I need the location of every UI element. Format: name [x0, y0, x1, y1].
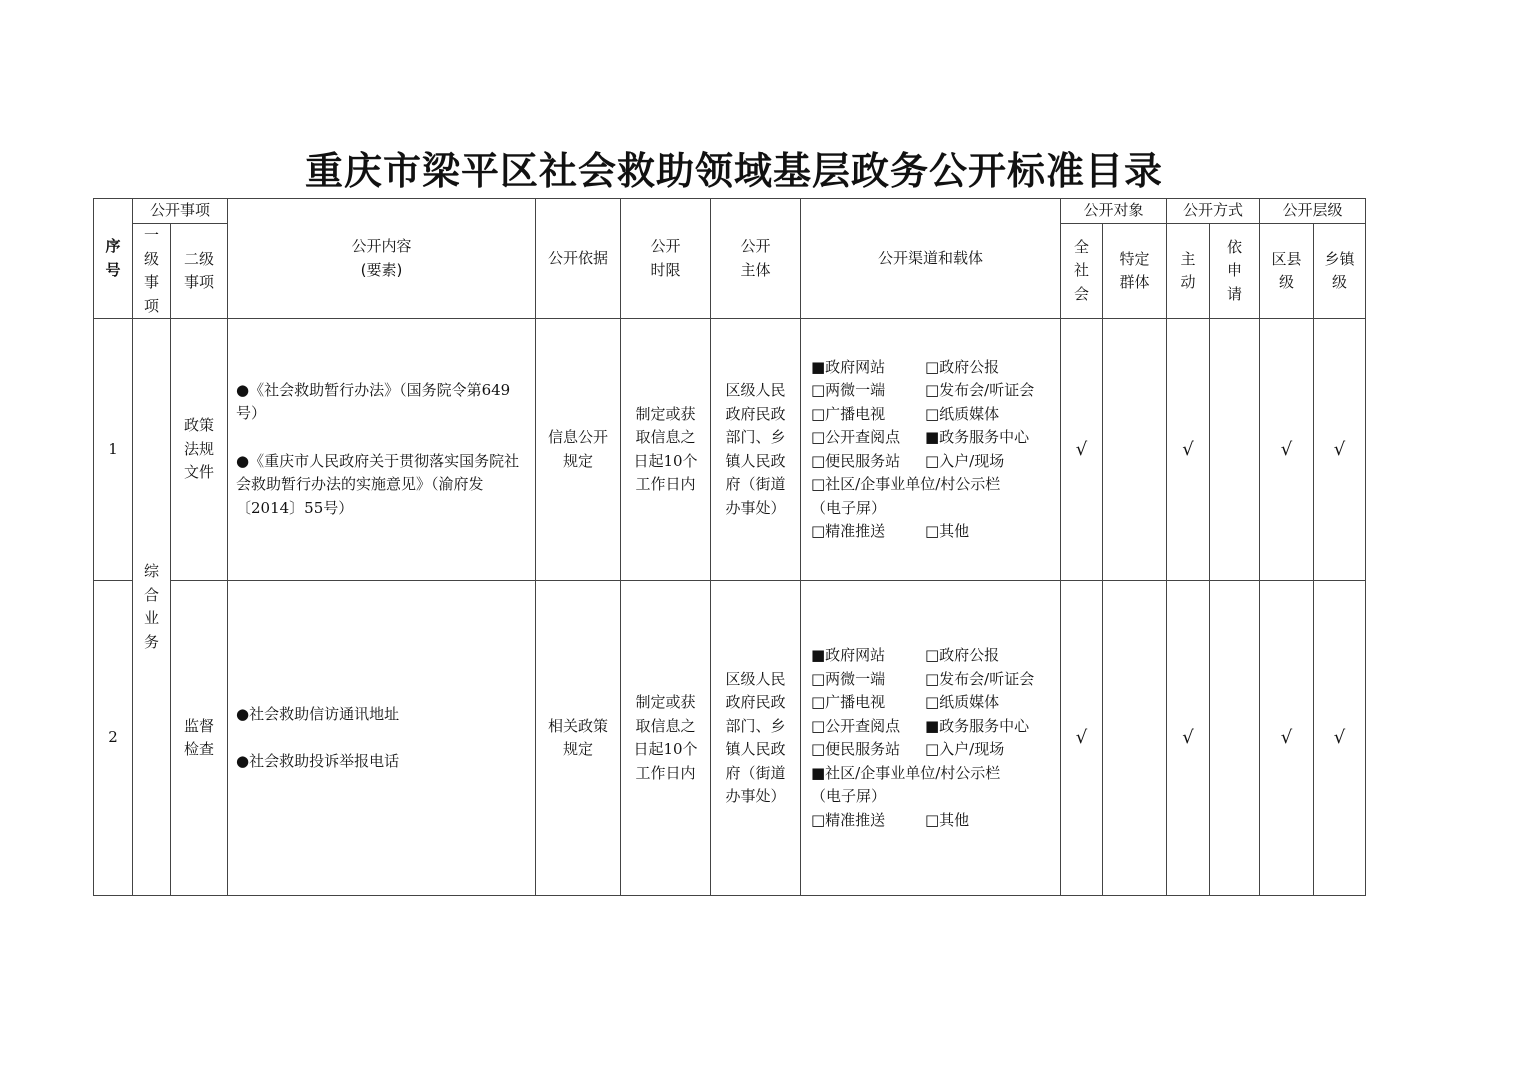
row-seq: 1	[94, 319, 133, 581]
channel-item: ■政府网站	[811, 646, 886, 664]
header-level-group: 公开层级	[1260, 199, 1366, 224]
row-channels	[801, 319, 1061, 581]
header-content: 公开内容 (要素)	[228, 199, 536, 319]
row-basis: 信息公开规定	[536, 319, 621, 581]
channel-item: ■政务服务中心	[925, 428, 1030, 446]
channel-item: □广播电视	[811, 404, 886, 423]
header-basis: 公开依据	[536, 199, 621, 319]
row-method-active: √	[1167, 319, 1210, 581]
row-limit: 制定或获取信息之日起10个工作日内	[621, 319, 711, 581]
channel-item: ■政务服务中心	[925, 716, 1030, 735]
channel-item: （电子屏）	[811, 498, 887, 517]
table-row	[94, 319, 1366, 581]
header-object-group: 公开对象	[1061, 199, 1167, 224]
channel-item: （电子屏）	[811, 787, 887, 805]
row-seq: 2	[94, 581, 133, 896]
header-method-active: 主动	[1167, 224, 1210, 319]
channel-item: □其他	[925, 810, 970, 829]
channel-item: □入户/现场	[925, 451, 1005, 470]
channel-item: ■政府网站	[811, 357, 886, 376]
channel-item: □便民服务站	[811, 451, 901, 470]
row-channels	[801, 581, 1061, 896]
header-subject: 公开 主体	[711, 199, 801, 319]
row-basis: 相关政策规定	[536, 581, 621, 896]
table-row	[94, 581, 1366, 896]
row-level-county: √	[1260, 319, 1314, 581]
header-channel: 公开渠道和载体	[801, 199, 1061, 319]
document-title: 重庆市梁平区社会救助领域基层政务公开标准目录	[304, 148, 1163, 193]
row-object-all: √	[1061, 319, 1103, 581]
channel-item: □精准推送	[811, 522, 886, 540]
channel-item: □入户/现场	[925, 740, 1005, 758]
channel-item: □两微一端	[811, 669, 886, 688]
channel-item: □广播电视	[811, 693, 886, 711]
row-subject: 区级人民政府民政部门、乡镇人民政府（街道办事处）	[711, 581, 801, 896]
channel-item: □政府公报	[925, 646, 1000, 664]
row-object-specific	[1103, 319, 1167, 581]
header-row-1	[94, 199, 1366, 224]
channel-item: □两微一端	[811, 381, 886, 399]
row-method-apply	[1210, 319, 1260, 581]
row-method-apply	[1210, 581, 1260, 896]
header-seq: 序号	[94, 199, 133, 319]
catalog-table	[93, 198, 1366, 896]
channel-item: □公开查阅点	[811, 428, 901, 446]
channel-item: □纸质媒体	[925, 404, 1000, 423]
header-level1: 一级事项	[133, 224, 171, 319]
channel-item: □纸质媒体	[925, 693, 1000, 711]
row-limit: 制定或获取信息之日起10个工作日内	[621, 581, 711, 896]
row-level2: 政策法规文件	[171, 319, 228, 581]
row-level-county: √	[1260, 581, 1314, 896]
row-content: ●《社会救助暂行办法》（国务院令第649号） ●《重庆市人民政府关于贯彻落实国务院社会救助暂行办法的实施意见》（渝府发〔2014〕55号）	[228, 319, 536, 581]
header-items-group: 公开事项	[133, 199, 228, 224]
row-object-all: √	[1061, 581, 1103, 896]
header-limit: 公开 时限	[621, 199, 711, 319]
channel-item: ■社区/企事业单位/村公示栏	[811, 763, 1001, 782]
row-level2: 监督检查	[171, 581, 228, 896]
channel-item: □发布会/听证会	[925, 669, 1035, 688]
row-content: ●社会救助信访通讯地址 ●社会救助投诉举报电话	[228, 581, 536, 896]
row-level-town: √	[1314, 581, 1366, 896]
header-object-specific: 特定 群体	[1103, 224, 1167, 319]
channel-item: □公开查阅点	[811, 716, 901, 735]
header-level-town: 乡镇 级	[1314, 224, 1366, 319]
channel-item: □精准推送	[811, 810, 886, 829]
level1-cell: 综合业务	[133, 319, 171, 896]
header-method-group: 公开方式	[1167, 199, 1260, 224]
channel-item: □社区/企事业单位/村公示栏	[811, 475, 1001, 493]
channel-item: □其他	[925, 522, 970, 540]
channel-item: □便民服务站	[811, 740, 901, 758]
header-level2: 二级事项	[171, 224, 228, 319]
row-method-active: √	[1167, 581, 1210, 896]
row-object-specific	[1103, 581, 1167, 896]
channel-item: □政府公报	[925, 357, 1000, 376]
row-subject: 区级人民政府民政部门、乡镇人民政府（街道办事处）	[711, 319, 801, 581]
row-level-town: √	[1314, 319, 1366, 581]
channel-item: □发布会/听证会	[925, 381, 1035, 399]
header-object-all: 全社会	[1061, 224, 1103, 319]
header-level-county: 区县 级	[1260, 224, 1314, 319]
header-method-apply: 依申请	[1210, 224, 1260, 319]
